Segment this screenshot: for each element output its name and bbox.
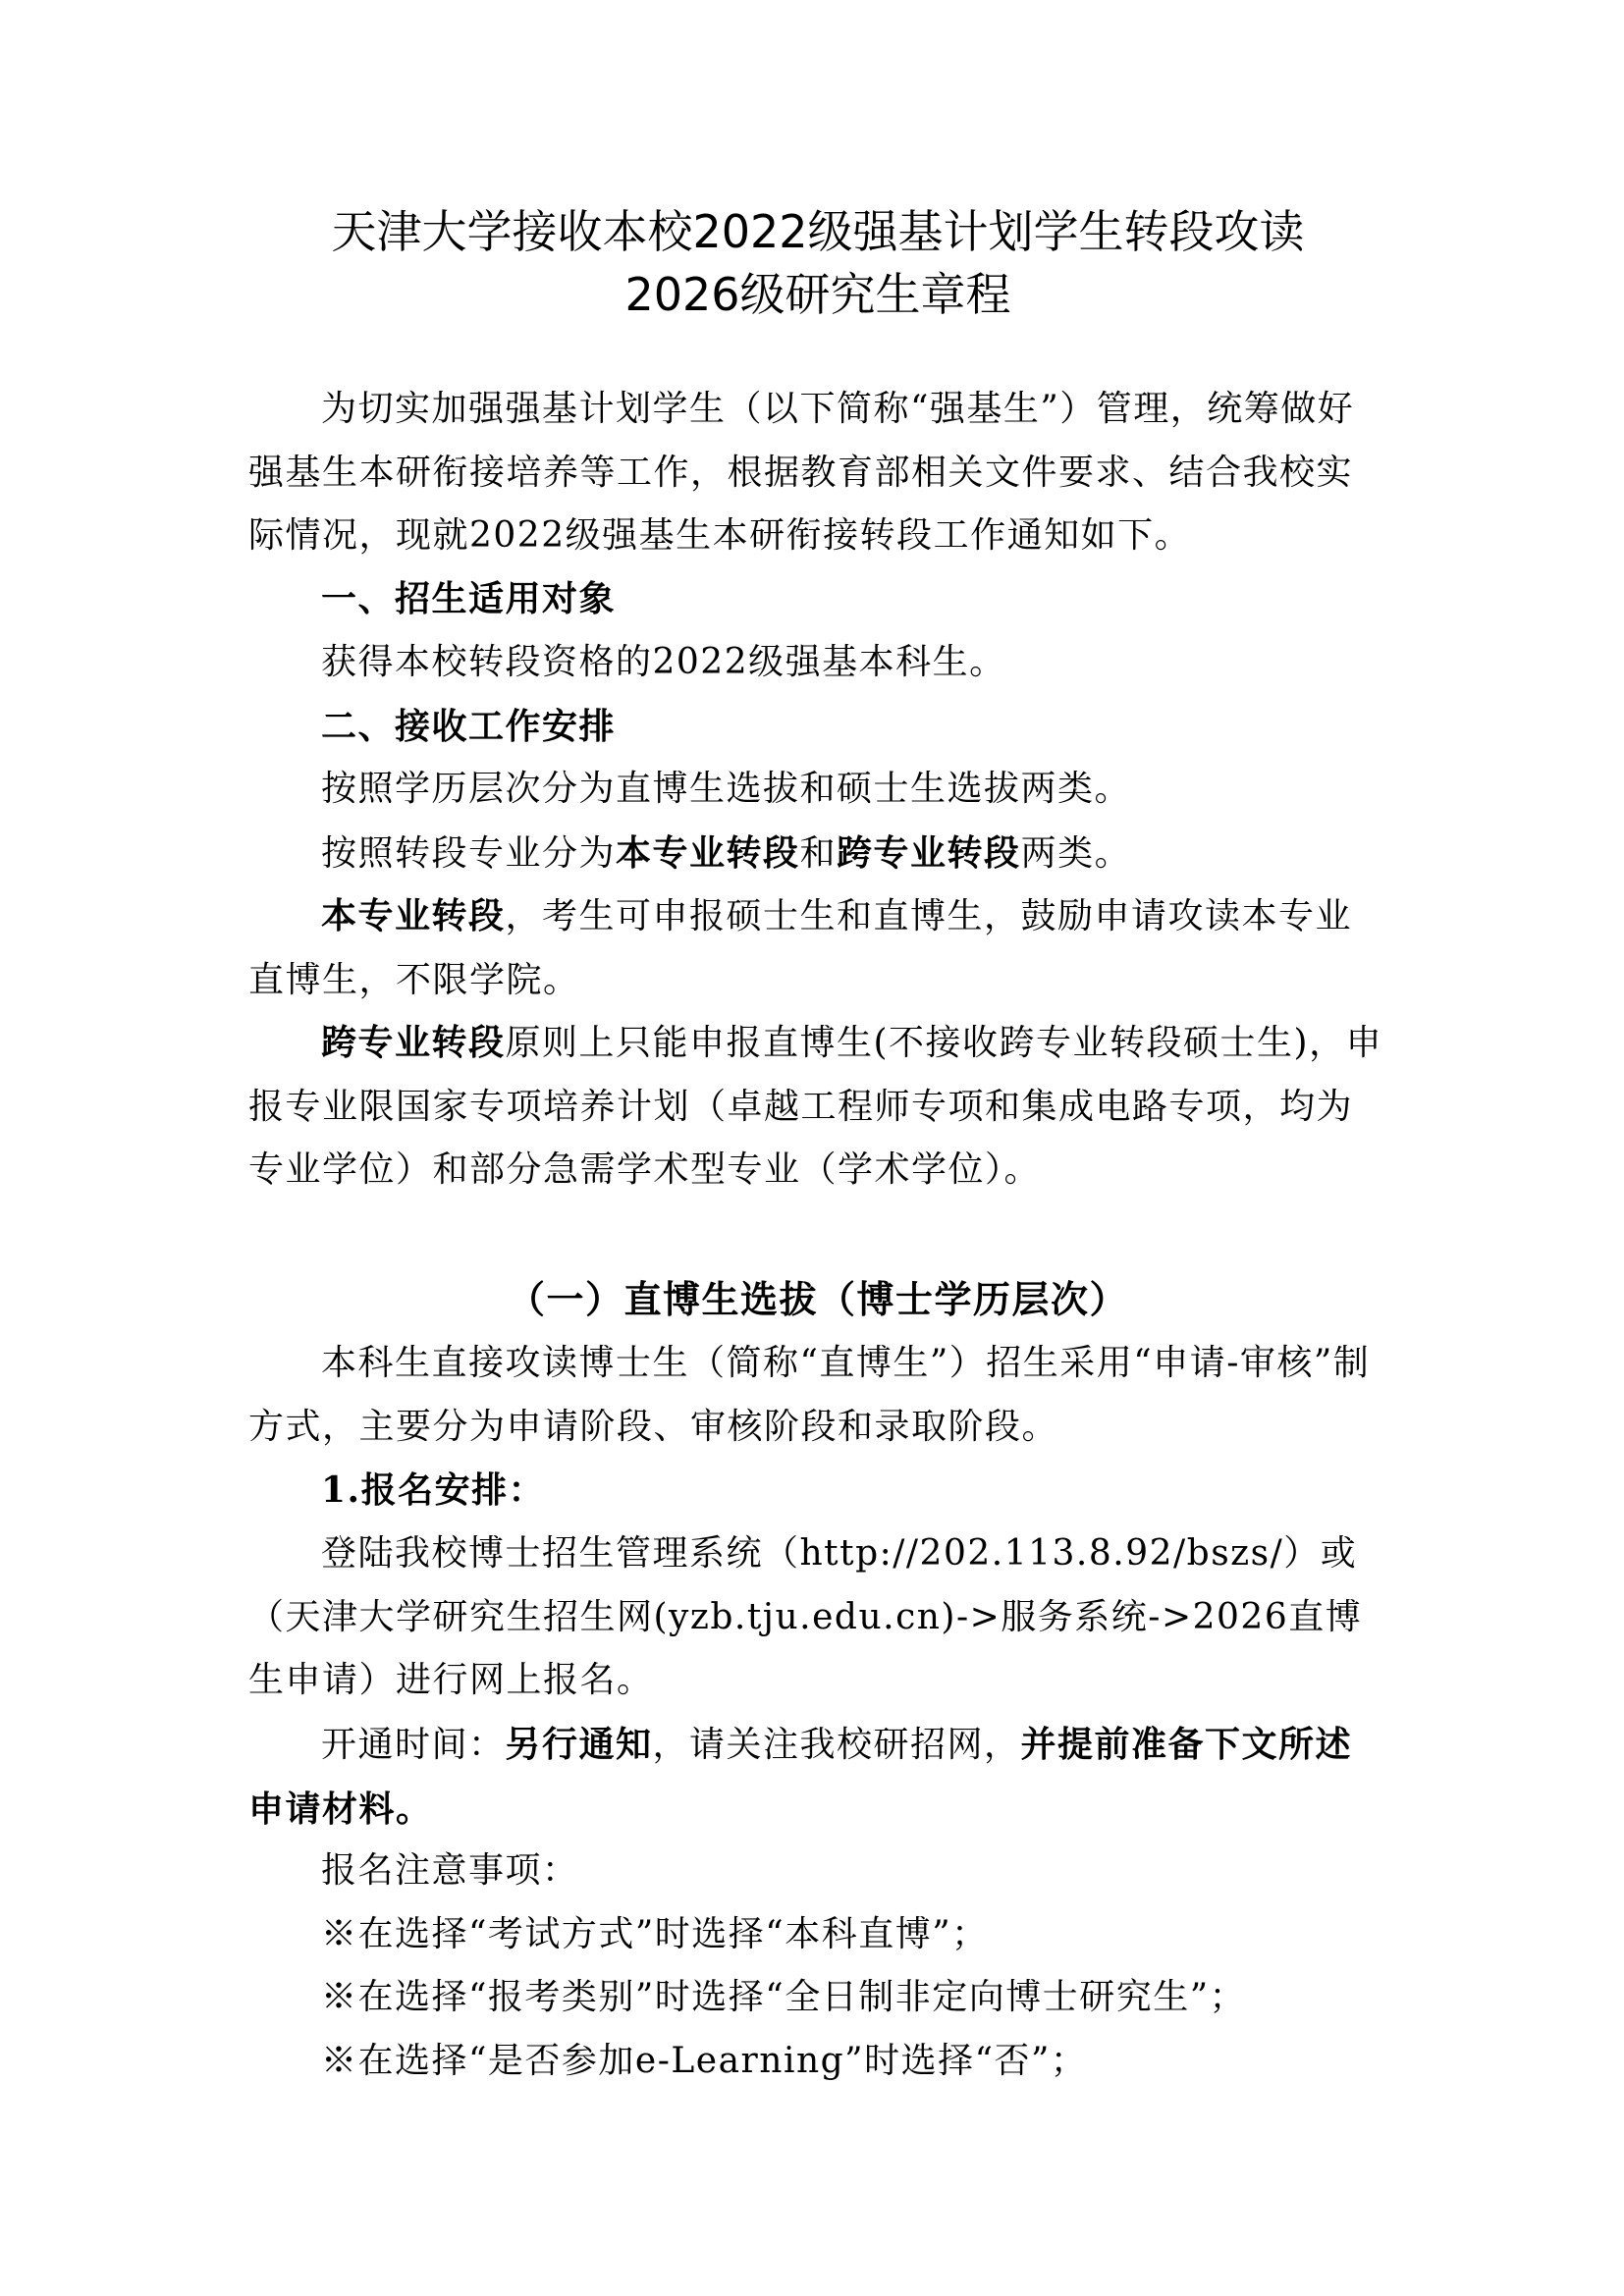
- intro-paragraph: 为切实加强强基计划学生（以下简称“强基生”）管理，统筹做好强基生本研衔接培养等工作，根据教育部相关文件要求、结合我校实际情况，现就2022级强基生本研衔接转段工作通知如下。: [248, 389, 1355, 556]
- notes-heading: 报名注意事项：: [321, 1850, 579, 1891]
- section-2-text-3: [248, 884, 1387, 1012]
- section-1-heading: 一、招生适用对象: [321, 578, 617, 619]
- note-2: ※在选择“报考类别”时选择“全日制非定向博士研究生”；: [321, 1977, 1247, 2017]
- section-2-heading: 二、接收工作安排: [321, 706, 617, 747]
- bold-span: 并提前准备下文所述申请材料。: [248, 1724, 1353, 1830]
- text-span: ，请关注我校研招网，: [652, 1725, 1021, 1765]
- text-span: 按照转段专业分为: [321, 833, 617, 874]
- item-1-heading: 1.报名安排：: [321, 1469, 546, 1511]
- document-page: [248, 0, 1387, 2296]
- bold-span: 本专业转段: [616, 832, 800, 874]
- subsection-1-title: （一）直博生选拔（博士学历层次）: [507, 1277, 1128, 1321]
- subsection-1-intro: 本科生直接攻读博士生（简称“直博生”）招生采用“申请-审核”制方式，主要分为申请阶段、审核阶段和录取阶段。: [248, 1343, 1371, 1447]
- text-span: 开通时间：: [321, 1725, 506, 1765]
- document-title-line-2: 2026级研究生章程: [624, 268, 1011, 321]
- text-span: ，考生可申报硕士生和直博生，鼓励申请攻读本专业直博生，不限学院。: [248, 896, 1353, 1000]
- text-span: 和: [799, 833, 838, 874]
- section-2-text-1: 按照学历层次分为直博生选拔和硕士生选拔两类。: [321, 769, 1132, 809]
- item-1-text: 登陆我校博士招生管理系统（http://202.113.8.92/bszs/）或（天津大学研究生招生网(yzb.tju.edu.cn)->服务系统->2026直博生申请）进行网上报名。: [248, 1533, 1363, 1700]
- bold-span: 跨专业转段: [837, 832, 1021, 874]
- open-time-paragraph: [248, 1713, 1387, 1842]
- section-2-text-4: [248, 1011, 1387, 1202]
- note-1: ※在选择“考试方式”时选择“本科直博”；: [321, 1914, 989, 1954]
- note-3: ※在选择“是否参加e-Learning”时选择“否”；: [321, 2041, 1088, 2081]
- bold-span: 跨专业转段: [321, 1022, 506, 1063]
- document-title-line-1: 天津大学接收本校2022级强基计划学生转段攻读: [331, 205, 1305, 258]
- section-1-text: 获得本校转段资格的2022级强基本科生。: [321, 642, 1006, 682]
- section-2-text-2: [248, 822, 1387, 886]
- bold-span: 本专业转段: [321, 895, 506, 936]
- text-span: 两类。: [1020, 833, 1132, 874]
- bold-span: 另行通知: [505, 1724, 653, 1765]
- text-span: 原则上只能申报直博生(不接收跨专业转段硕士生)，申报专业限国家专项培养计划（卓越工程师专项和集成电路专项，均为专业学位）和部分急需学术型专业（学术学位）。: [248, 1023, 1383, 1190]
